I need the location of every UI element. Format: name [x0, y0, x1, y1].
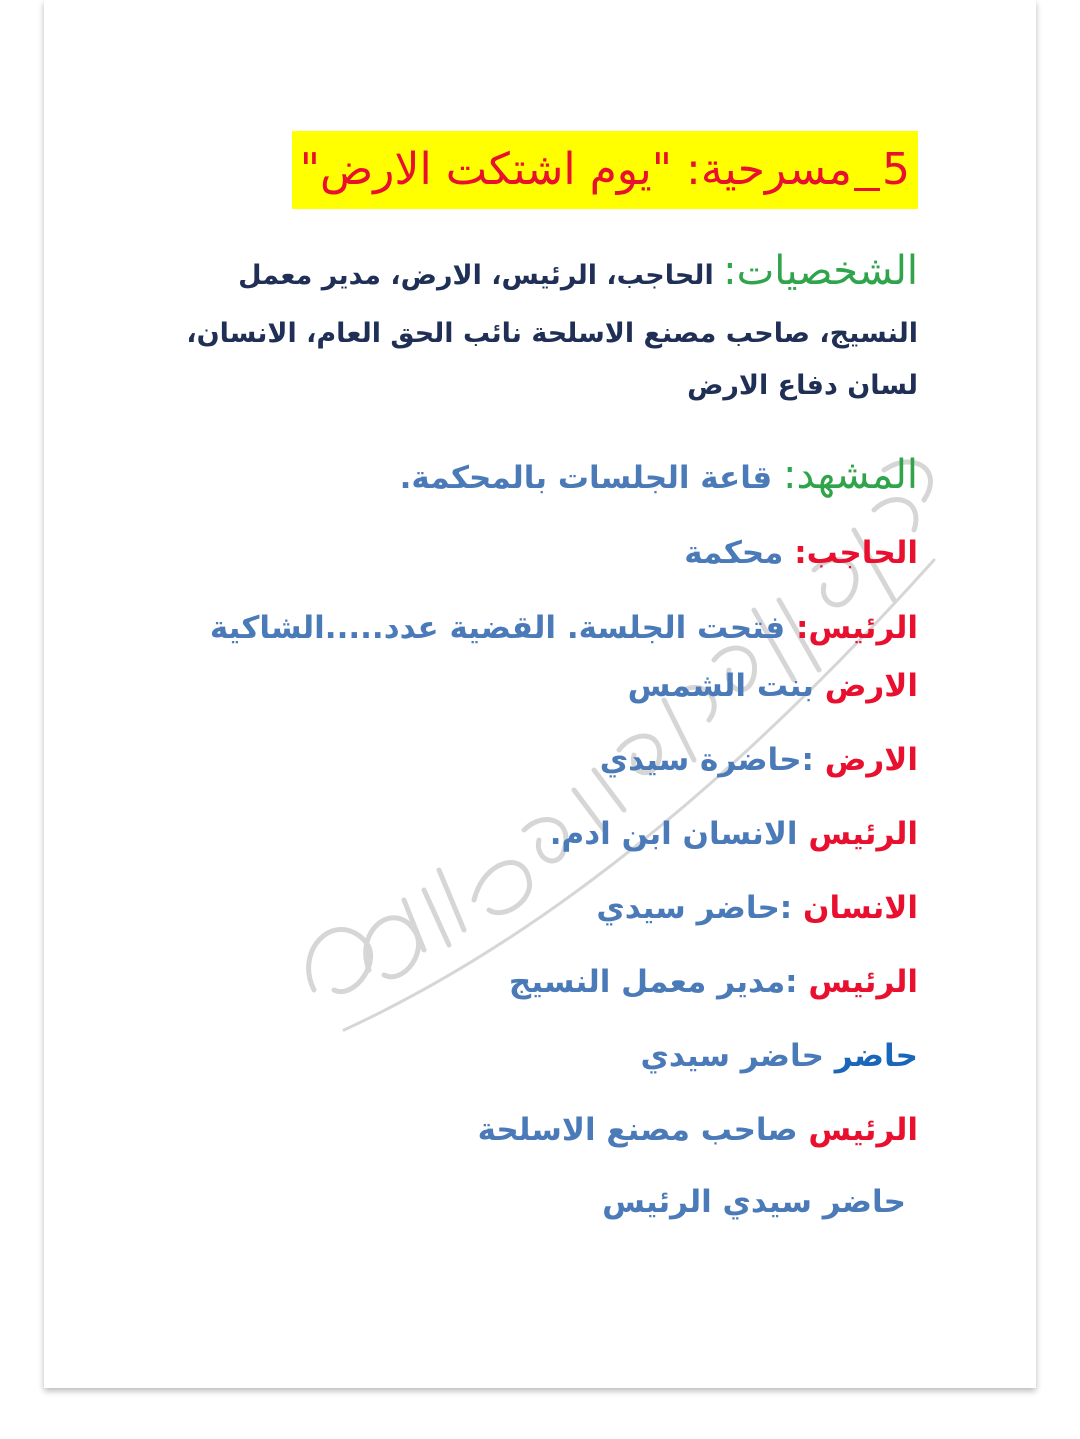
- speaker-name: الحاجب:: [794, 535, 918, 571]
- speaker-name: الرئيس: [808, 816, 918, 852]
- dialogue-line: [550, 816, 918, 852]
- speaker-name: الارض: [824, 668, 918, 704]
- dialogue-text: :حاضر سيدي: [596, 890, 803, 926]
- characters-text-2: النسيج، صاحب مصنع الاسلحة نائب الحق العام، الانسان،: [186, 318, 918, 349]
- dialogue-text: :حاضرة سيدي: [599, 742, 825, 778]
- speaker-name: الرئيس: [808, 964, 918, 1000]
- speaker-name: حاضر: [834, 1038, 918, 1074]
- characters-line-1: [238, 248, 918, 294]
- characters-line-3: [687, 370, 918, 401]
- title-underscore: [854, 188, 880, 191]
- dialogue-text: فتحت الجلسة. القضية عدد.....الشاكية: [209, 610, 796, 646]
- characters-line-2: [186, 318, 918, 349]
- characters-text-1: الحاجب، الرئيس، الارض، مدير معمل: [238, 260, 714, 291]
- dialogue-line: [596, 890, 918, 926]
- title-number: 5: [882, 144, 910, 195]
- dialogue-line: [600, 742, 918, 778]
- dialogue-line: [602, 1184, 906, 1220]
- characters-text-3: لسان دفاع الارض: [687, 370, 918, 401]
- speaker-name: الرئيس:: [795, 610, 918, 646]
- speaker-name: الرئيس: [808, 1112, 918, 1148]
- scene-line: [400, 452, 918, 498]
- dialogue-line: [210, 610, 918, 646]
- dialogue-line: [509, 964, 918, 1000]
- dialogue-text: محكمة: [684, 535, 795, 571]
- characters-label: الشخصيات:: [723, 248, 918, 294]
- dialogue-text: الانسان ابن ادم.: [549, 816, 809, 852]
- page-title: [292, 131, 918, 209]
- dialogue-line: [628, 668, 918, 704]
- speaker-name: الارض: [824, 742, 918, 778]
- dialogue-text: حاضر سيدي: [640, 1038, 835, 1074]
- dialogue-text: :مدير معمل النسيج: [508, 964, 809, 1000]
- scene-label: المشهد:: [782, 452, 918, 498]
- dialogue-line: [684, 535, 918, 571]
- speaker-name: الانسان: [803, 890, 918, 926]
- dialogue-text: بنت الشمس: [627, 668, 825, 704]
- dialogue-line: [641, 1038, 919, 1074]
- title-text: مسرحية: "يوم اشتكت الارض": [299, 144, 852, 195]
- dialogue-text: صاحب مصنع الاسلحة: [477, 1112, 809, 1148]
- dialogue-line: [478, 1112, 918, 1148]
- scene-text: قاعة الجلسات بالمحكمة.: [399, 460, 773, 496]
- dialogue-text: حاضر سيدي الرئيس: [602, 1184, 906, 1220]
